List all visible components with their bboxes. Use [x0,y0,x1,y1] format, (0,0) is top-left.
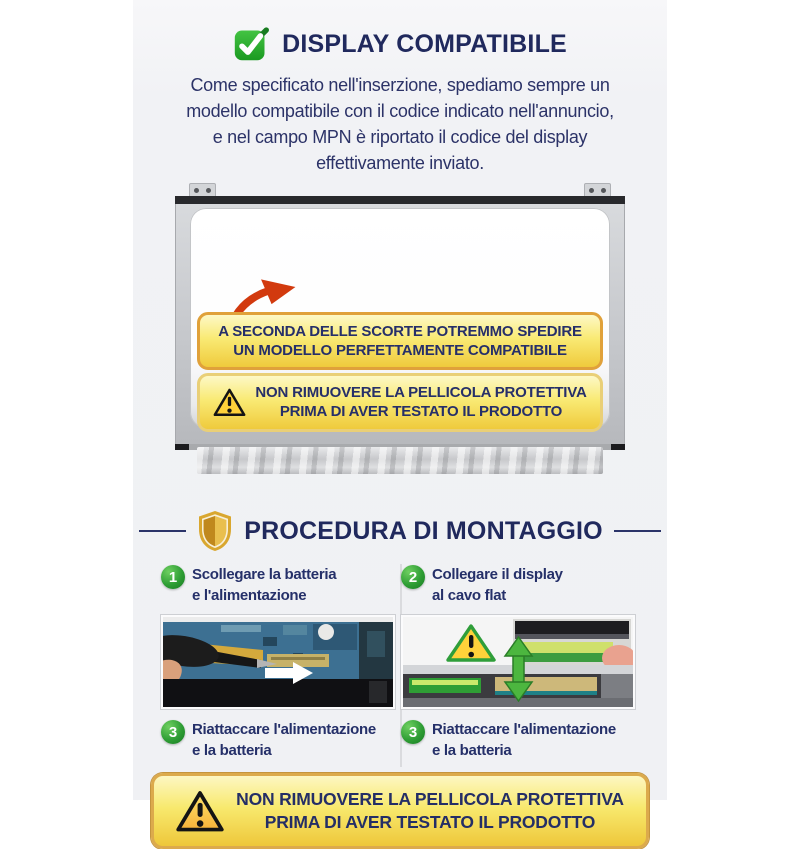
step-2-badge: 2 [401,565,425,589]
content-column [133,0,667,832]
step-2-line: Collegare il display [432,566,563,583]
step-2 [401,564,639,606]
shield-icon [197,510,233,552]
footer-warning-text [236,788,624,834]
step-3-left-label [192,719,376,761]
step-2-line: al cavo flat [432,587,506,604]
step-1-line: Scollegare la batteria [192,566,337,583]
footer-warning-banner [151,773,649,849]
intro-line: e nel campo MPN è riportato il codice del display [212,127,588,147]
header [133,0,667,62]
step-3-left [161,719,399,761]
intro-paragraph [133,72,667,176]
step-1-line: e l'alimentazione [192,587,307,604]
heading-rule-right [614,530,661,532]
stock-banner-line: UN MODELLO PERFETTAMENTE COMPATIBILE [233,342,567,359]
step-1-label [192,564,336,606]
lcd-panel-image [175,192,625,450]
warning-triangle-icon [176,789,224,833]
step-3-left-line: e la batteria [192,742,272,759]
step-3-right-label [432,719,616,761]
step-3-right-badge: 3 [401,720,425,744]
steps-right-column [401,564,639,761]
intro-line: modello compatibile con il codice indicato nell'annuncio, [186,101,614,121]
warning-triangle-icon [213,387,246,417]
procedure-title: PROCEDURA DI MONTAGGIO [244,516,603,545]
panel-foil-strip [197,447,603,474]
step-3-right-line: Riattaccare l'alimentazione [432,721,616,738]
step-3-left-line: Riattaccare l'alimentazione [192,721,376,738]
intro-line: Come specificato nell'inserzione, spediamo sempre un [190,75,610,95]
stock-banner [197,312,603,370]
heading-rule-left [139,530,186,532]
panel-top-bar [175,196,625,204]
film-warning-line: NON RIMUOVERE LA PELLICOLA PROTETTIVA [255,384,587,401]
photo-connect-flat-cable [401,615,635,709]
step-2-label [432,564,563,606]
film-warning-line: PRIMA DI AVER TESTATO IL PRODOTTO [279,403,563,420]
step-1-badge: 1 [161,565,185,589]
step-3-right-line: e la batteria [432,742,512,759]
footer-warning-line: NON RIMUOVERE LA PELLICOLA PROTETTIVA [236,789,624,809]
page-title: DISPLAY COMPATIBILE [282,29,567,58]
procedure-heading [133,510,667,552]
step-1 [161,564,399,606]
check-icon [233,26,269,62]
steps-left-column [161,564,399,761]
stock-banner-line: A SECONDA DELLE SCORTE POTREMMO SPEDIRE [218,323,582,340]
step-3-left-badge: 3 [161,720,185,744]
footer-warning-line: PRIMA DI AVER TESTATO IL PRODOTTO [264,812,596,832]
photo-disconnect-battery [161,615,395,709]
film-warning-banner [197,373,603,432]
step-3-right [401,719,639,761]
procedure-steps [133,564,667,761]
intro-line: effettivamente inviato. [316,153,484,173]
film-warning-text [255,383,586,421]
